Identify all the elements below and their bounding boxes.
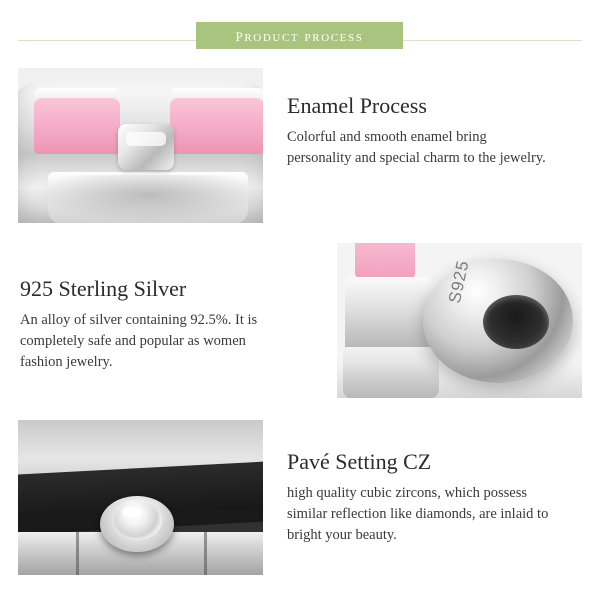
feature-description: Colorful and smooth enamel bring personality and special charm to the jewelry. xyxy=(287,129,546,167)
feature-row-enamel xyxy=(18,68,582,223)
pave-cz-photo xyxy=(18,420,263,575)
feature-title: Enamel Process xyxy=(287,93,427,118)
silver-stamp-text: S925 xyxy=(445,258,473,305)
header-banner xyxy=(196,22,403,49)
feature-description: An alloy of silver containing 92.5%. It is completely safe and popular as women fashion jewelry. xyxy=(20,312,258,371)
header xyxy=(0,22,600,60)
feature-row-pave-cz xyxy=(18,420,582,575)
enamel-ring-photo xyxy=(18,68,263,223)
page-title: product process xyxy=(235,24,364,46)
sterling-silver-bead-photo xyxy=(337,243,582,398)
feature-row-sterling-silver xyxy=(18,243,582,398)
feature-title: 925 Sterling Silver xyxy=(20,276,187,301)
feature-description: high quality cubic zircons, which possess similar reflection like diamonds, are inlaid to bright your beauty. xyxy=(287,485,549,544)
feature-text-sterling-silver xyxy=(18,243,337,398)
feature-title: Pavé Setting CZ xyxy=(287,449,432,474)
feature-text-enamel xyxy=(263,68,582,223)
feature-text-pave-cz xyxy=(263,420,582,575)
